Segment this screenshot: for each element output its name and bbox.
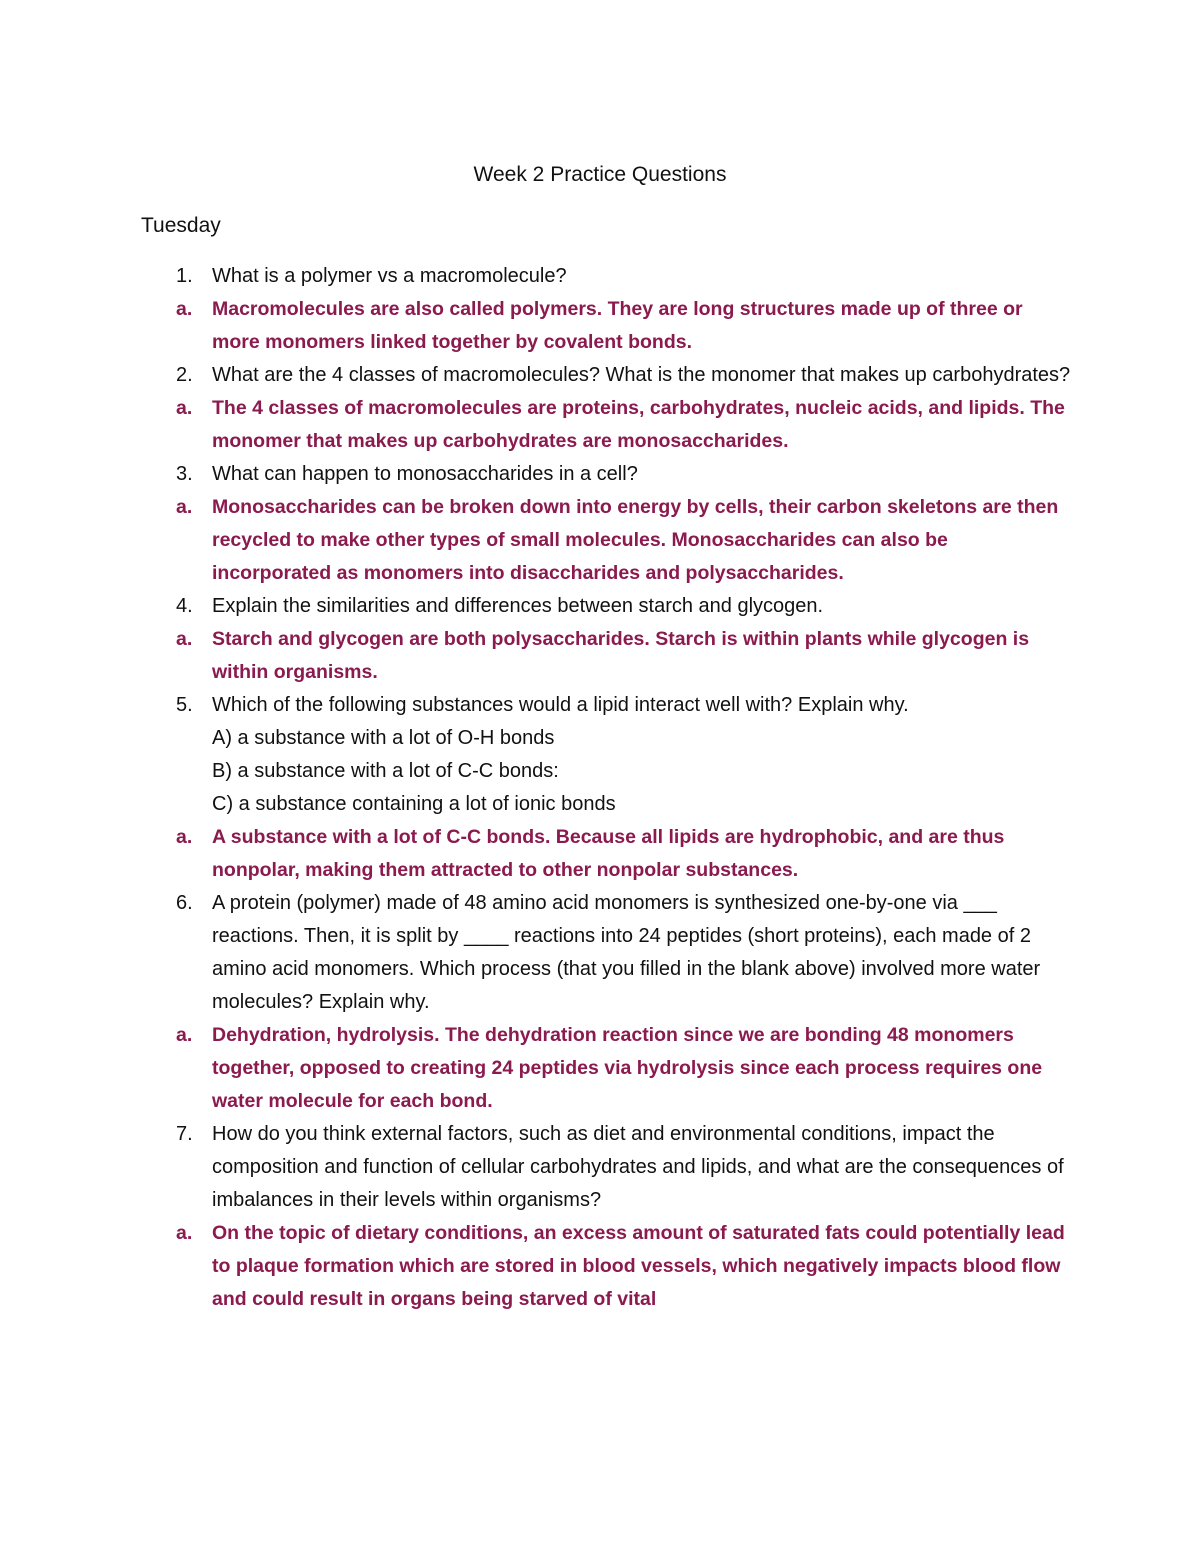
answer-text: Monosaccharides can be broken down into energy by cells, their carbon skeletons are then recycled to make other types of small molecules. Monosaccharides can also be incorporated as monomers into disaccharides and polysaccharides. (212, 496, 1059, 584)
answer-label: a. (176, 826, 193, 848)
answer-label: a. (176, 1222, 193, 1244)
question-text: What is a polymer vs a macromolecule? (212, 265, 567, 287)
question-number: 7. (176, 1123, 193, 1145)
answer-1 (141, 293, 1071, 359)
question-number: 2. (176, 364, 193, 386)
answer-5 (141, 821, 1071, 887)
answer-label: a. (176, 1024, 193, 1046)
question-4 (141, 590, 1071, 623)
question-text: A protein (polymer) made of 48 amino acid monomers is synthesized one-by-one via ___ reactions. Then, it is split by ____ reactions into 24 peptides (short proteins), each made of 2 amino acid monomers. Which process (that you filled in the blank above) involved more water molecules? Explain why. (212, 892, 1041, 1013)
answer-label: a. (176, 298, 193, 320)
answer-7 (141, 1217, 1071, 1316)
answer-label: a. (176, 496, 193, 518)
question-1 (141, 260, 1071, 293)
option-c: C) a substance containing a lot of ionic bonds (212, 793, 616, 815)
answer-text: Macromolecules are also called polymers. They are long structures made up of three or more monomers linked together by covalent bonds. (212, 298, 1023, 353)
answer-text: On the topic of dietary conditions, an excess amount of saturated fats could potentially lead to plaque formation which are stored in blood vessels, which negatively impacts blood flow and could result in organs being starved of vital (212, 1222, 1065, 1310)
question-text: What can happen to monosaccharides in a cell? (212, 463, 638, 485)
option-a: A) a substance with a lot of O-H bonds (212, 727, 555, 749)
answer-3 (141, 491, 1071, 590)
answer-text: Dehydration, hydrolysis. The dehydration reaction since we are bonding 48 monomers together, opposed to creating 24 peptides via hydrolysis since each process requires one water molecule for each bond. (212, 1024, 1043, 1112)
question-3 (141, 458, 1071, 491)
question-number: 4. (176, 595, 193, 617)
question-5 (141, 689, 1071, 821)
answer-6 (141, 1019, 1071, 1118)
question-number: 3. (176, 463, 193, 485)
question-list (141, 260, 1071, 1316)
answer-text: The 4 classes of macromolecules are proteins, carbohydrates, nucleic acids, and lipids. The monomer that makes up carbohydrates are monosaccharides. (212, 397, 1065, 452)
answer-text: A substance with a lot of C-C bonds. Because all lipids are hydrophobic, and are thus nonpolar, making them attracted to other nonpolar substances. (212, 826, 1005, 881)
section-heading-day: Tuesday (141, 214, 221, 237)
answer-label: a. (176, 628, 193, 650)
question-text: How do you think external factors, such as diet and environmental conditions, impact the composition and function of cellular carbohydrates and lipids, and what are the consequences of imbalances in their levels within organisms? (212, 1123, 1064, 1211)
answer-2 (141, 392, 1071, 458)
question-text: Explain the similarities and differences between starch and glycogen. (212, 595, 824, 617)
question-6 (141, 887, 1071, 1019)
question-text: Which of the following substances would a lipid interact well with? Explain why. (212, 694, 909, 716)
option-b: B) a substance with a lot of C-C bonds: (212, 760, 559, 782)
document-title: Week 2 Practice Questions (473, 163, 727, 186)
question-number: 6. (176, 892, 193, 914)
answer-text: Starch and glycogen are both polysaccharides. Starch is within plants while glycogen is within organisms. (212, 628, 1030, 683)
question-number: 5. (176, 694, 193, 716)
question-number: 1. (176, 265, 193, 287)
answer-label: a. (176, 397, 193, 419)
question-7 (141, 1118, 1071, 1217)
answer-4 (141, 623, 1071, 689)
question-2 (141, 359, 1071, 392)
question-text: What are the 4 classes of macromolecules? What is the monomer that makes up carbohydrates? (212, 364, 1071, 386)
